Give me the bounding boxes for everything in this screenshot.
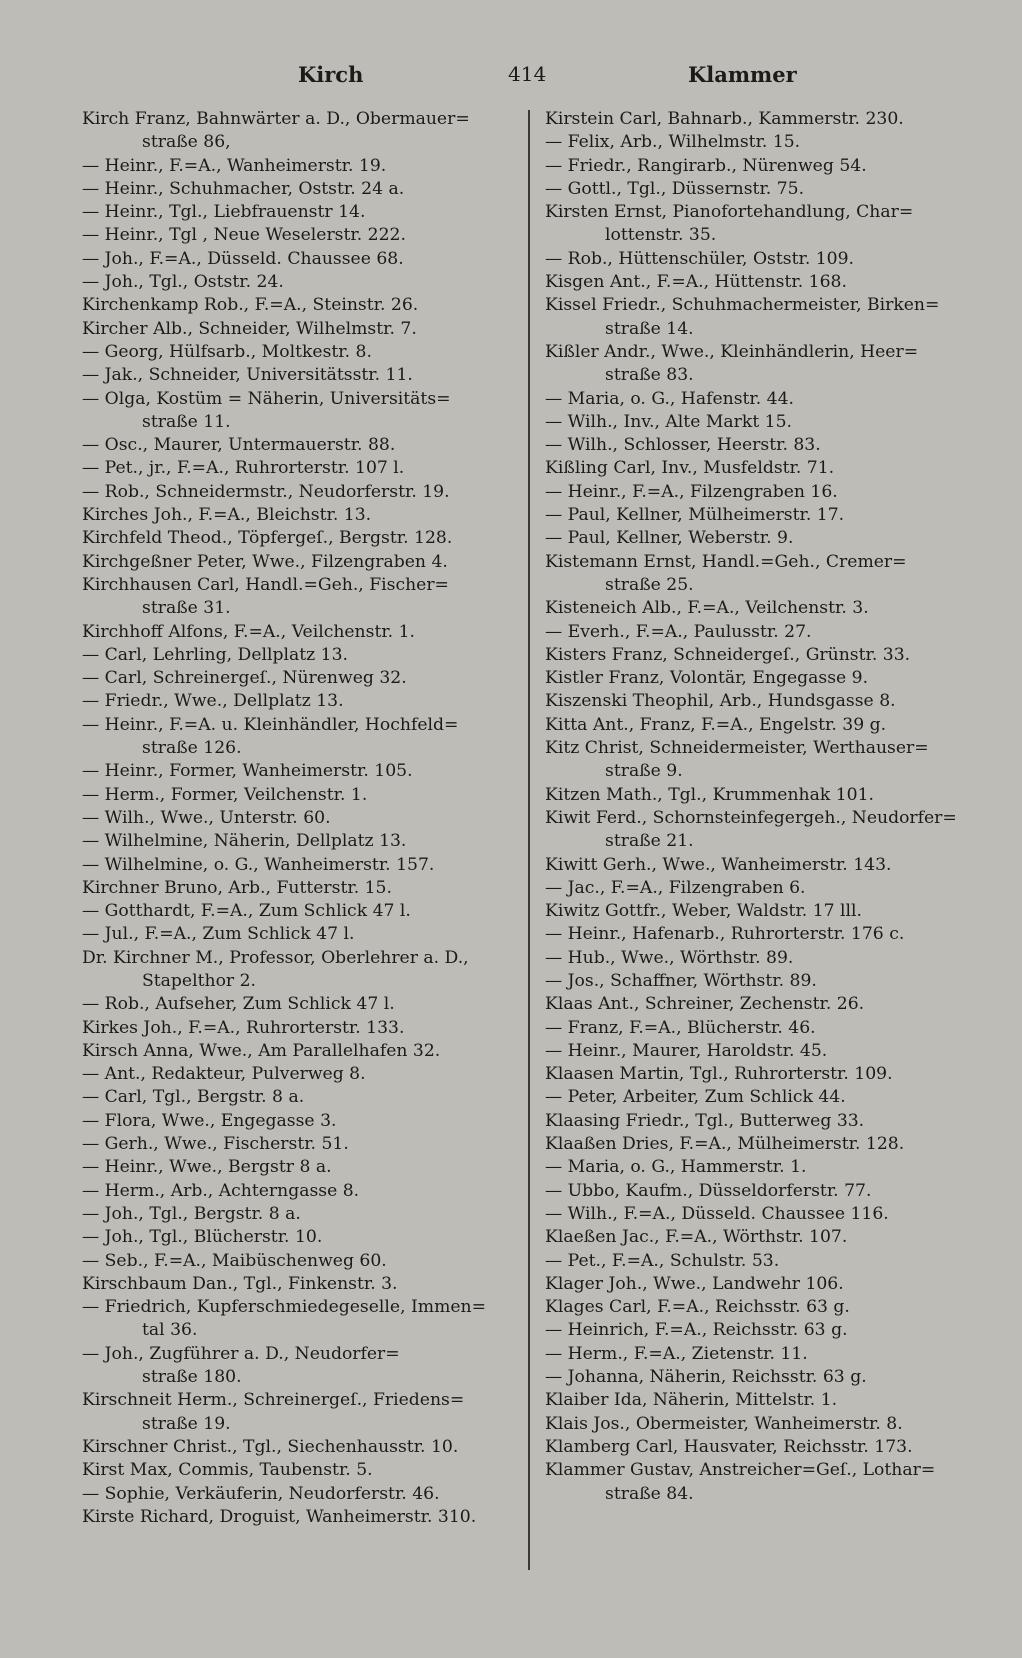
entry-line: — Peter, Arbeiter, Zum Schlick 44.	[545, 1087, 846, 1108]
directory-entry	[82, 271, 514, 294]
directory-entry	[545, 1203, 981, 1226]
entry-line: — Johanna, Näherin, Reichsstr. 63 g.	[545, 1367, 867, 1388]
entry-line: Kirchfeld Theod., Töpfergeſ., Bergstr. 128.	[82, 528, 453, 549]
directory-entry	[82, 993, 514, 1016]
entry-continuation-line: straße 14.	[605, 318, 694, 339]
directory-entry	[545, 854, 981, 877]
directory-entry	[545, 1366, 981, 1389]
entry-line: Klaeßen Jac., F.=A., Wörthstr. 107.	[545, 1227, 848, 1248]
directory-entry	[82, 1180, 514, 1203]
directory-entry	[82, 1203, 514, 1226]
entry-line: Kircher Alb., Schneider, Wilhelmstr. 7.	[82, 318, 417, 339]
directory-entry	[545, 1180, 981, 1203]
entry-line: Kirchhausen Carl, Handl.=Geh., Fischer=	[82, 574, 449, 595]
page-number: 414	[508, 62, 547, 86]
entry-line: — Hub., Wwe., Wörthstr. 89.	[545, 947, 794, 968]
directory-entry	[545, 714, 981, 737]
entry-line: Kirsch Anna, Wwe., Am Parallelhafen 32.	[82, 1040, 441, 1061]
directory-entry	[82, 690, 514, 713]
directory-entry	[82, 1133, 514, 1156]
entry-line: Kirst Max, Commis, Taubenstr. 5.	[82, 1460, 373, 1481]
entry-line: Klais Jos., Obermeister, Wanheimerstr. 8.	[545, 1413, 903, 1434]
directory-entry	[545, 1389, 981, 1412]
entry-line: — Sophie, Verkäuferin, Neudorferstr. 46.	[82, 1483, 440, 1504]
directory-entry	[545, 1343, 981, 1366]
entry-line: Klaasen Martin, Tgl., Ruhrorterstr. 109.	[545, 1064, 893, 1085]
entry-line: — Wilhelmine, o. G., Wanheimerstr. 157.	[82, 854, 435, 875]
directory-entry	[545, 784, 981, 807]
entry-line: — Wilhelmine, Näherin, Dellplatz 13.	[82, 831, 407, 852]
directory-entry	[545, 481, 981, 504]
directory-entry	[82, 1086, 514, 1109]
entry-line: — Maria, o. G., Hammerstr. 1.	[545, 1157, 807, 1178]
directory-entry	[82, 551, 514, 574]
entry-line: — Heinr., F.=A. u. Kleinhändler, Hochfeld=	[82, 714, 459, 735]
entry-line: — Joh., Zugführer a. D., Neudorfer=	[82, 1343, 400, 1364]
entry-line: Kistler Franz, Volontär, Engegasse 9.	[545, 668, 869, 689]
entry-line: Kirch Franz, Bahnwärter a. D., Obermauer=	[82, 109, 470, 129]
directory-entry	[545, 248, 981, 271]
entry-line: Kisters Franz, Schneidergeſ., Grünstr. 33.	[545, 644, 911, 665]
directory-entry	[82, 527, 514, 550]
header-left-keyword: Kirch	[298, 62, 364, 87]
entry-line: — Maria, o. G., Hafenstr. 44.	[545, 388, 795, 409]
right-column	[545, 108, 981, 1506]
directory-entry	[82, 1040, 514, 1063]
entry-line: — Heinr., F.=A., Filzengraben 16.	[545, 481, 838, 502]
entry-line: — Paul, Kellner, Weberstr. 9.	[545, 528, 794, 549]
entry-continuation-line: straße 83.	[605, 365, 694, 386]
entry-line: — Georg, Hülfsarb., Moltkestr. 8.	[82, 341, 372, 362]
entry-continuation-line: straße 180.	[142, 1367, 242, 1388]
directory-entry	[545, 504, 981, 527]
directory-entry	[545, 877, 981, 900]
directory-entry	[545, 1017, 981, 1040]
entry-line: — Osc., Maurer, Untermauerstr. 88.	[82, 435, 396, 456]
directory-entry	[82, 388, 514, 435]
directory-entry	[82, 877, 514, 900]
directory-entry	[545, 644, 981, 667]
entry-line: — Carl, Lehrling, Dellplatz 13.	[82, 644, 349, 665]
entry-line: Klaas Ant., Schreiner, Zechenstr. 26.	[545, 994, 865, 1015]
entry-line: Kitzen Math., Tgl., Krummenhak 101.	[545, 784, 874, 805]
entry-line: — Heinr., F.=A., Wanheimerstr. 19.	[82, 155, 387, 176]
directory-entry	[82, 108, 514, 155]
entry-line: Kirchgeßner Peter, Wwe., Filzengraben 4.	[82, 551, 448, 572]
directory-entry	[82, 1343, 514, 1390]
entry-line: Kiszenski Theophil, Arb., Hundsgasse 8.	[545, 691, 896, 712]
directory-entry	[545, 411, 981, 434]
directory-entry	[82, 504, 514, 527]
directory-entry	[82, 1436, 514, 1459]
directory-entry	[82, 318, 514, 341]
directory-entry	[545, 690, 981, 713]
directory-entry	[82, 1483, 514, 1506]
directory-entry	[82, 900, 514, 923]
directory-entry	[545, 1296, 981, 1319]
directory-entry	[82, 481, 514, 504]
entry-line: Klaaßen Dries, F.=A., Mülheimerstr. 128.	[545, 1134, 905, 1155]
entry-line: Kirsten Ernst, Pianofortehandlung, Char=	[545, 202, 914, 223]
directory-entry	[545, 1226, 981, 1249]
entry-line: — Heinr., Tgl., Liebfrauenstr 14.	[82, 202, 366, 223]
entry-line: — Carl, Schreinergeſ., Nürenweg 32.	[82, 668, 407, 689]
directory-entry	[82, 830, 514, 853]
entry-continuation-line: Stapelthor 2.	[142, 970, 257, 991]
entry-line: — Rob., Hüttenschüler, Oststr. 109.	[545, 248, 855, 269]
directory-entry	[82, 644, 514, 667]
entry-line: Klaasing Friedr., Tgl., Butterweg 33.	[545, 1110, 865, 1131]
directory-entry	[82, 760, 514, 783]
entry-line: — Everh., F.=A., Paulusstr. 27.	[545, 621, 812, 642]
directory-entry	[545, 970, 981, 993]
directory-entry	[82, 923, 514, 946]
directory-entry	[82, 201, 514, 224]
entry-continuation-line: straße 9.	[605, 761, 683, 782]
directory-entry	[82, 1506, 514, 1529]
entry-line: — Joh., Tgl., Oststr. 24.	[82, 272, 284, 293]
entry-continuation-line: straße 19.	[142, 1413, 231, 1434]
directory-entry	[545, 597, 981, 620]
entry-continuation-line: straße 11.	[142, 411, 231, 432]
directory-entry	[545, 900, 981, 923]
directory-entry	[545, 1459, 981, 1506]
directory-entry	[545, 1110, 981, 1133]
entry-line: — Pet., F.=A., Schulstr. 53.	[545, 1250, 780, 1271]
entry-line: Kirschneit Herm., Schreinergeſ., Friedens=	[82, 1390, 465, 1411]
directory-entry	[82, 854, 514, 877]
entry-line: — Heinr., Maurer, Haroldstr. 45.	[545, 1040, 828, 1061]
entry-continuation-line: straße 84.	[605, 1483, 694, 1504]
entry-line: — Herm., Former, Veilchenstr. 1.	[82, 784, 368, 805]
entry-line: — Joh., F.=A., Düsseld. Chaussee 68.	[82, 248, 404, 269]
entry-line: Kitta Ant., Franz, F.=A., Engelstr. 39 g.	[545, 714, 887, 735]
entry-line: Klammer Gustav, Anstreicher=Geſ., Lothar=	[545, 1460, 936, 1481]
entry-line: — Wilh., Inv., Alte Markt 15.	[545, 411, 793, 432]
directory-entry	[82, 1459, 514, 1482]
directory-entry	[545, 667, 981, 690]
directory-entry	[545, 1086, 981, 1109]
directory-entry	[82, 1296, 514, 1343]
entry-line: — Herm., Arb., Achterngasse 8.	[82, 1180, 360, 1201]
entry-line: Kirches Joh., F.=A., Bleichstr. 13.	[82, 505, 372, 526]
entry-line: Kißling Carl, Inv., Musfeldstr. 71.	[545, 458, 835, 479]
directory-entry	[545, 131, 981, 154]
entry-line: — Paul, Kellner, Mülheimerstr. 17.	[545, 505, 845, 526]
entry-line: Kissel Friedr., Schuhmachermeister, Birken=	[545, 295, 940, 316]
entry-line: — Wilh., Wwe., Unterstr. 60.	[82, 807, 331, 828]
entry-line: — Joh., Tgl., Bergstr. 8 a.	[82, 1203, 301, 1224]
directory-entry	[82, 1017, 514, 1040]
directory-entry	[545, 527, 981, 550]
directory-entry	[545, 1436, 981, 1459]
directory-entry	[82, 1156, 514, 1179]
directory-entry	[82, 248, 514, 271]
entry-line: Kiwitz Gottfr., Weber, Waldstr. 17 lll.	[545, 901, 862, 922]
entry-line: Kirchhoff Alfons, F.=A., Veilchenstr. 1.	[82, 621, 416, 642]
entry-continuation-line: straße 31.	[142, 598, 231, 619]
entry-line: Kiwit Ferd., Schornsteinfegergeh., Neudorfer=	[545, 807, 957, 828]
directory-entry	[82, 224, 514, 247]
entry-line: — Gerh., Wwe., Fischerstr. 51.	[82, 1134, 349, 1155]
entry-line: — Seb., F.=A., Maibüschenweg 60.	[82, 1250, 387, 1271]
directory-entry	[545, 737, 981, 784]
directory-entry	[82, 434, 514, 457]
directory-entry	[82, 574, 514, 621]
directory-entry	[82, 294, 514, 317]
directory-entry	[545, 388, 981, 411]
directory-entry	[82, 155, 514, 178]
entry-line: Kisgen Ant., F.=A., Hüttenstr. 168.	[545, 272, 847, 293]
directory-entry	[545, 341, 981, 388]
directory-entry	[82, 784, 514, 807]
directory-entry	[545, 1273, 981, 1296]
directory-entry	[545, 108, 981, 131]
directory-entry	[82, 1110, 514, 1133]
entry-line: Kiwitt Gerh., Wwe., Wanheimerstr. 143.	[545, 854, 892, 875]
entry-line: — Wilh., F.=A., Düsseld. Chaussee 116.	[545, 1203, 889, 1224]
entry-line: — Wilh., Schlosser, Heerstr. 83.	[545, 435, 821, 456]
directory-entry	[82, 1226, 514, 1249]
directory-entry	[545, 294, 981, 341]
entry-line: — Herm., F.=A., Zietenstr. 11.	[545, 1343, 808, 1364]
directory-entry	[545, 923, 981, 946]
entry-line: — Heinrich, F.=A., Reichsstr. 63 g.	[545, 1320, 848, 1341]
directory-entry	[545, 1250, 981, 1273]
entry-line: Kirschner Christ., Tgl., Siechenhausstr. 10.	[82, 1436, 459, 1457]
directory-entry	[82, 714, 514, 761]
directory-entry	[545, 434, 981, 457]
entry-line: — Friedrich, Kupferschmiedegeselle, Immen=	[82, 1297, 487, 1318]
entry-line: — Flora, Wwe., Engegasse 3.	[82, 1110, 337, 1131]
entry-line: Kirchenkamp Rob., F.=A., Steinstr. 26.	[82, 295, 419, 316]
entry-line: — Pet., jr., F.=A., Ruhrorterstr. 107 l.	[82, 458, 405, 479]
directory-entry	[82, 457, 514, 480]
entry-line: — Gotthardt, F.=A., Zum Schlick 47 l.	[82, 901, 411, 922]
entry-line: — Friedr., Wwe., Dellplatz 13.	[82, 691, 344, 712]
entry-line: — Jak., Schneider, Universitätsstr. 11.	[82, 365, 413, 386]
entry-line: — Carl, Tgl., Bergstr. 8 a.	[82, 1087, 305, 1108]
entry-continuation-line: lottenstr. 35.	[605, 225, 717, 246]
directory-entry	[545, 201, 981, 248]
entry-line: Kisteneich Alb., F.=A., Veilchenstr. 3.	[545, 598, 869, 619]
directory-entry	[545, 551, 981, 598]
directory-entry	[545, 1063, 981, 1086]
directory-entry	[82, 807, 514, 830]
directory-entry	[82, 621, 514, 644]
entry-continuation-line: straße 86,	[142, 132, 231, 153]
entry-line: — Ant., Redakteur, Pulverweg 8.	[82, 1064, 366, 1085]
directory-entry	[545, 621, 981, 644]
column-divider	[528, 110, 530, 1570]
entry-line: — Ubbo, Kaufm., Düsseldorferstr. 77.	[545, 1180, 872, 1201]
entry-line: Klamberg Carl, Hausvater, Reichsstr. 173.	[545, 1436, 913, 1457]
directory-entry	[545, 1319, 981, 1342]
directory-entry	[82, 364, 514, 387]
entry-line: — Joh., Tgl., Blücherstr. 10.	[82, 1227, 323, 1248]
entry-line: — Heinr., Schuhmacher, Oststr. 24 a.	[82, 178, 405, 199]
entry-line: Kirstein Carl, Bahnarb., Kammerstr. 230.	[545, 109, 904, 129]
entry-line: Dr. Kirchner M., Professor, Oberlehrer a. D.,	[82, 947, 469, 968]
entry-line: Kirkes Joh., F.=A., Ruhrorterstr. 133.	[82, 1017, 405, 1038]
header-right-keyword: Klammer	[688, 62, 797, 87]
left-column	[82, 108, 514, 1529]
entry-continuation-line: straße 21.	[605, 831, 694, 852]
directory-entry	[545, 1413, 981, 1436]
entry-continuation-line: straße 25.	[605, 574, 694, 595]
entry-line: — Heinr., Wwe., Bergstr 8 a.	[82, 1157, 332, 1178]
entry-line: Kißler Andr., Wwe., Kleinhändlerin, Heer=	[545, 341, 919, 362]
entry-line: — Heinr., Hafenarb., Ruhrorterstr. 176 c.	[545, 924, 905, 945]
entry-continuation-line: tal 36.	[142, 1320, 198, 1341]
entry-line: — Jos., Schaffner, Wörthstr. 89.	[545, 970, 817, 991]
entry-line: Klaiber Ida, Näherin, Mittelstr. 1.	[545, 1390, 838, 1411]
directory-entry	[545, 807, 981, 854]
directory-entry	[545, 1133, 981, 1156]
directory-entry	[82, 178, 514, 201]
entry-line: — Jac., F.=A., Filzengraben 6.	[545, 877, 806, 898]
entry-line: — Jul., F.=A., Zum Schlick 47 l.	[82, 924, 355, 945]
entry-continuation-line: straße 126.	[142, 738, 242, 759]
page-header	[0, 62, 1022, 96]
entry-line: — Felix, Arb., Wilhelmstr. 15.	[545, 132, 801, 153]
directory-entry	[545, 1040, 981, 1063]
directory-entry	[82, 1389, 514, 1436]
directory-entry	[82, 1250, 514, 1273]
entry-line: — Olga, Kostüm = Näherin, Universitäts=	[82, 388, 451, 409]
entry-line: — Rob., Aufseher, Zum Schlick 47 l.	[82, 994, 395, 1015]
directory-entry	[545, 271, 981, 294]
directory-entry	[82, 667, 514, 690]
entry-line: — Heinr., Tgl , Neue Weselerstr. 222.	[82, 225, 406, 246]
entry-line: Kirschbaum Dan., Tgl., Finkenstr. 3.	[82, 1273, 398, 1294]
directory-entry	[82, 947, 514, 994]
entry-line: Klages Carl, F.=A., Reichsstr. 63 g.	[545, 1297, 850, 1318]
directory-entry	[545, 457, 981, 480]
directory-entry	[545, 178, 981, 201]
entry-line: Kirste Richard, Droguist, Wanheimerstr. 310.	[82, 1506, 477, 1527]
directory-entry	[82, 341, 514, 364]
directory-entry	[545, 1156, 981, 1179]
entry-line: — Rob., Schneidermstr., Neudorferstr. 19.	[82, 481, 450, 502]
entry-line: Kitz Christ, Schneidermeister, Werthauser=	[545, 738, 929, 759]
entry-line: — Gottl., Tgl., Düssernstr. 75.	[545, 178, 805, 199]
entry-line: — Friedr., Rangirarb., Nürenweg 54.	[545, 155, 867, 176]
directory-entry	[82, 1063, 514, 1086]
entry-line: — Franz, F.=A., Blücherstr. 46.	[545, 1017, 816, 1038]
entry-line: Kirchner Bruno, Arb., Futterstr. 15.	[82, 877, 392, 898]
directory-entry	[545, 947, 981, 970]
directory-entry	[545, 155, 981, 178]
entry-line: Klager Joh., Wwe., Landwehr 106.	[545, 1273, 844, 1294]
entry-line: — Heinr., Former, Wanheimerstr. 105.	[82, 761, 413, 782]
directory-entry	[545, 993, 981, 1016]
entry-line: Kistemann Ernst, Handl.=Geh., Cremer=	[545, 551, 907, 572]
directory-entry	[82, 1273, 514, 1296]
